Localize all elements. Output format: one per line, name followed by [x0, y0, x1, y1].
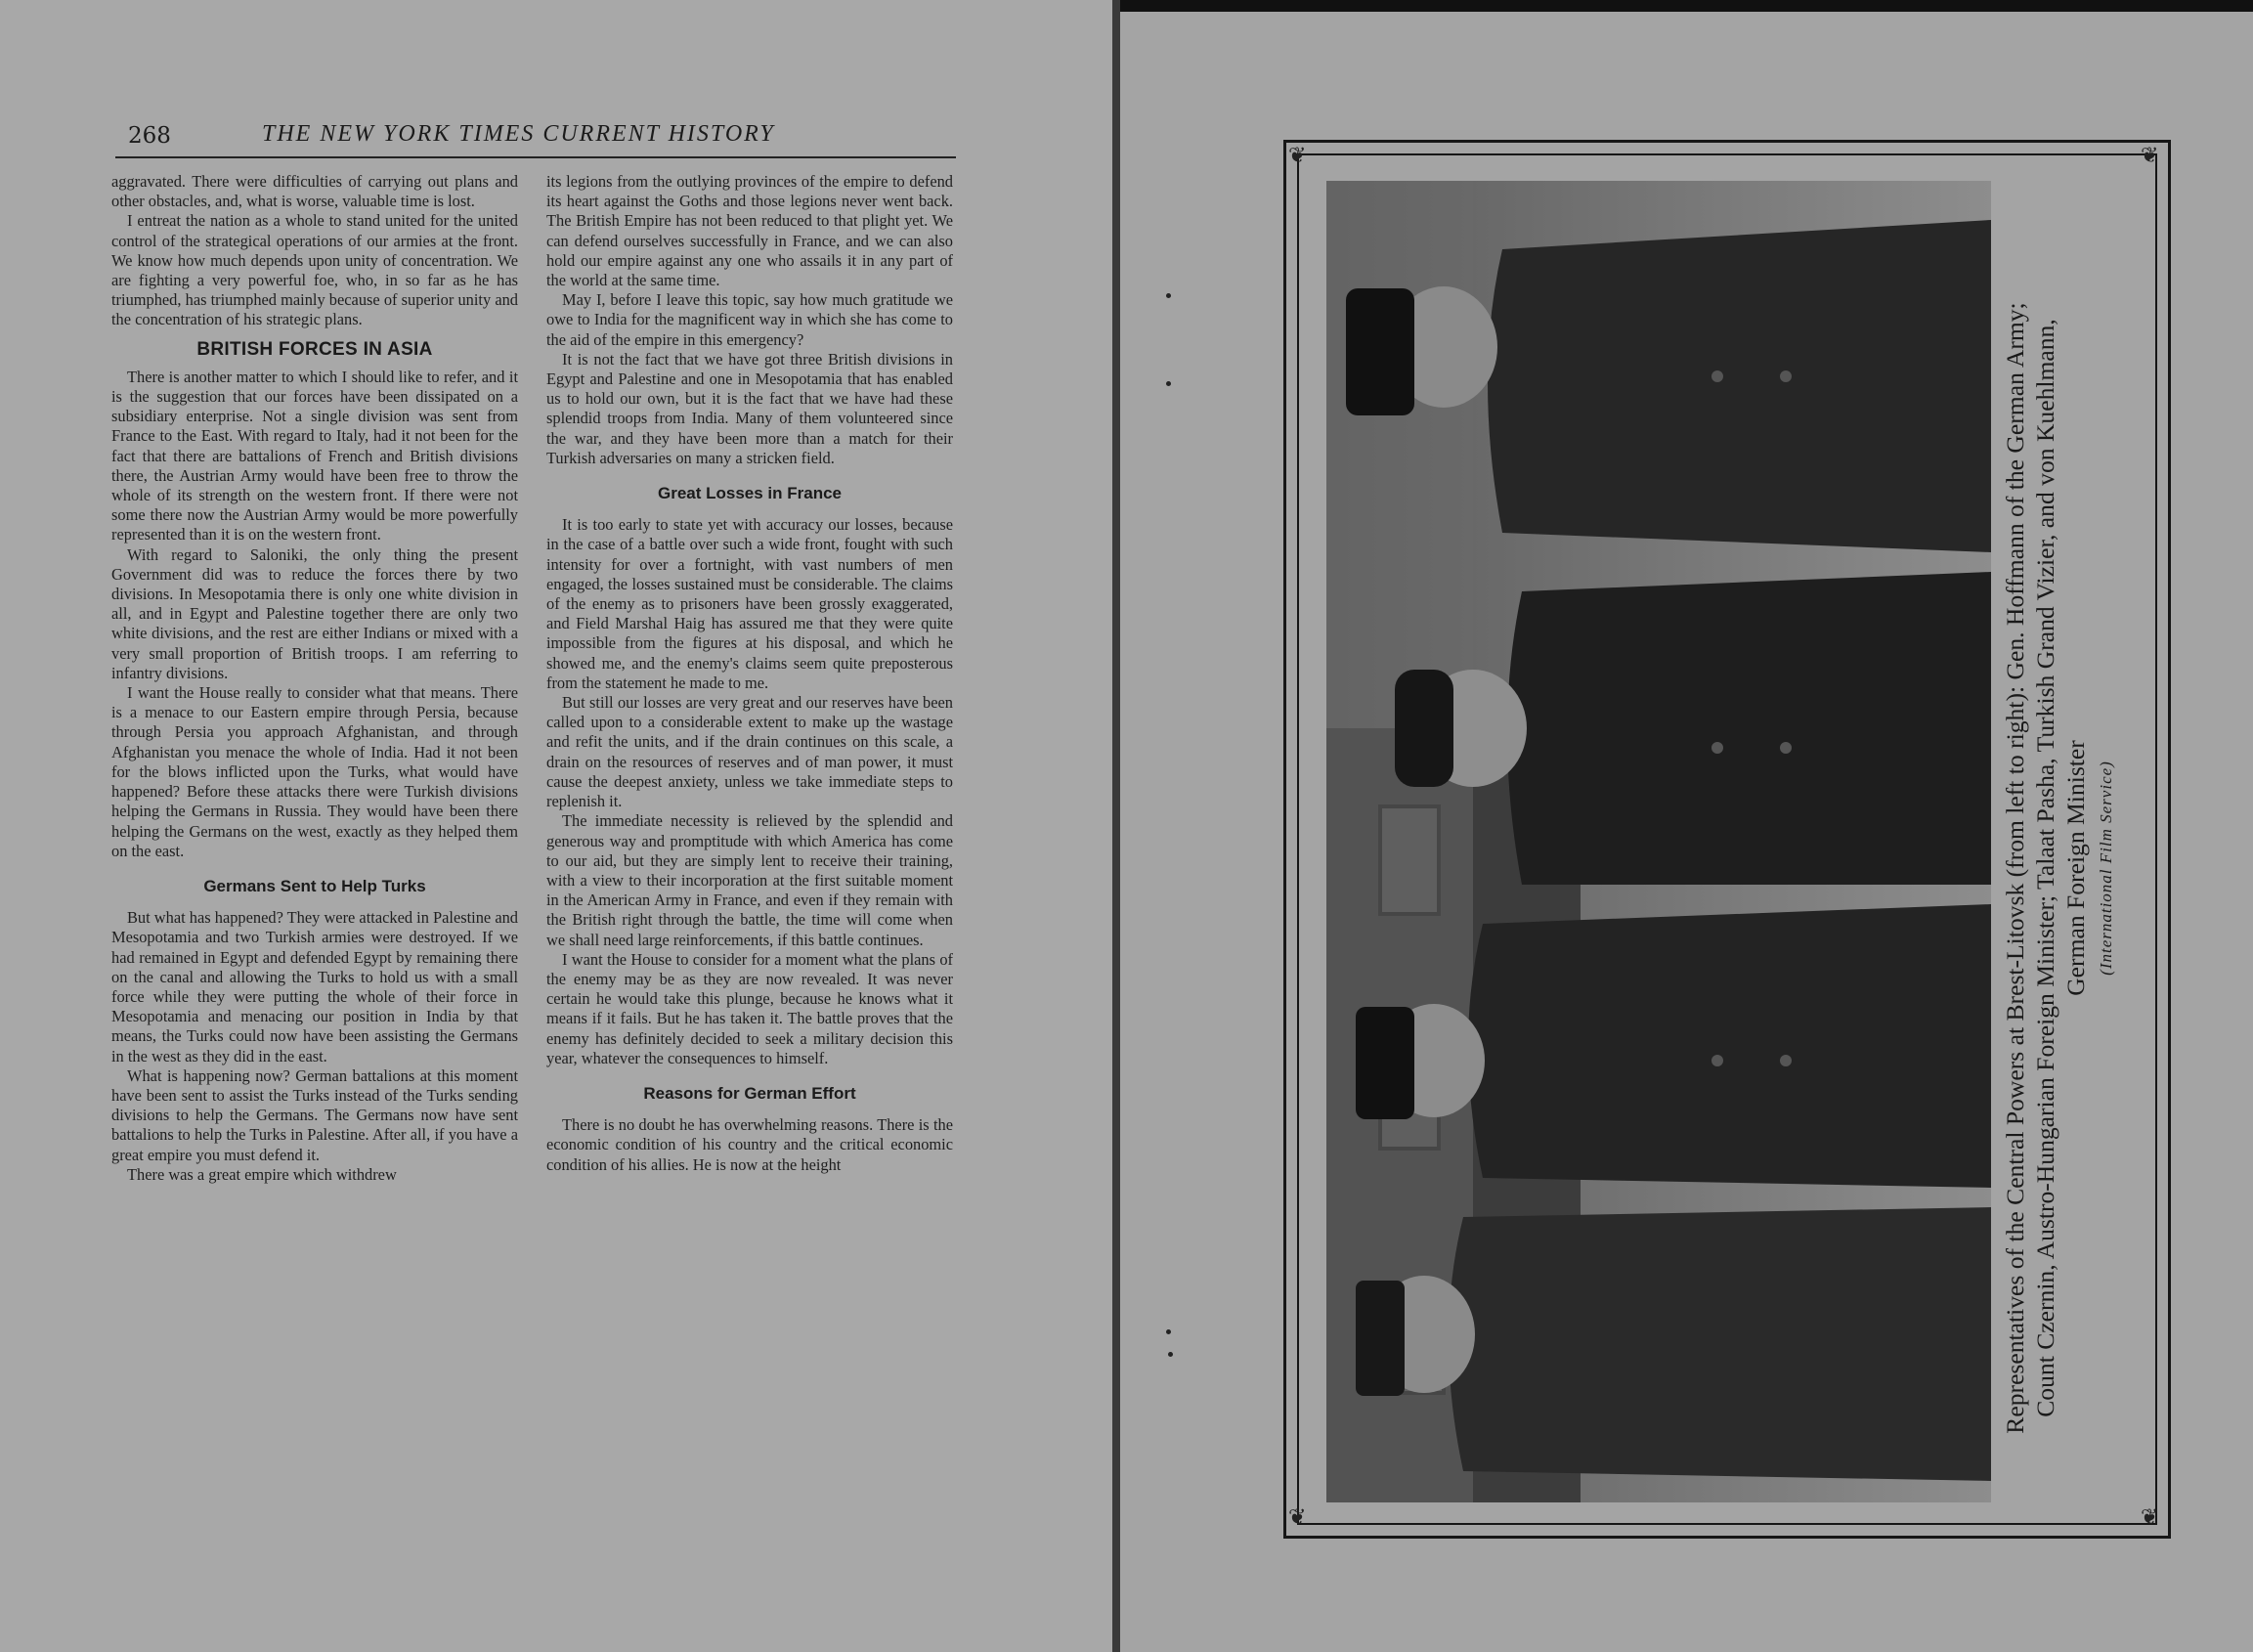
page-header: [115, 119, 956, 152]
paragraph: But what has happened? They were attacked in Palestine and Mesopotamia and two Turkish armies were destroyed. If we had remained in Egypt and defended Egypt by remaining there on the canal and allowing the Turks to hold us with a small force while they were putting the whole of their force in Mesopotamia and menacing our position in India by that means, the Turks could now have been assisting the Germans in the west as they did in the east.: [111, 908, 518, 1065]
corner-ornament-icon: ❦: [2141, 144, 2159, 168]
paragraph: There is no doubt he has overwhelming reasons. There is the economic condition of his country and the critical economic condition of his allies. He is now at the height: [546, 1115, 953, 1174]
subsection-heading: Germans Sent to Help Turks: [203, 876, 426, 895]
scan-speck: [1168, 1352, 1173, 1357]
scan-speck: [1166, 381, 1171, 386]
paragraph: But still our losses are very great and our reserves have been called upon to a considerable extent to make up the wastage and refit the units, and if the drain continues on this scale, a drain on the resources of reserves and of man power, it must cause the deepest anxiety, unless we take immediate steps to replenish it.: [546, 693, 953, 811]
paragraph: The immediate necessity is relieved by the splendid and generous way and promptitude with which America has come to our aid, but they are simply lent to receive their training, with a view to their incorporation at the first suitable moment in the American Army in France, and even if they remain with the British right through the battle, the time will come when we shall need large reinforcements, if this battle continues.: [546, 811, 953, 949]
paragraph: It is not the fact that we have got three British divisions in Egypt and Palestine and one in Mesopotamia that has enabled us to hold our own, but it is the fact that we have had these splendid troops from India. Many of them volunteered since the war, and they have been more than a match for their Turkish adversaries on many a stricken field.: [546, 349, 953, 467]
paragraph: May I, before I leave this topic, say how much gratitude we owe to India for the magnificent way in which she has come to the aid of the empire in this emergency?: [546, 290, 953, 349]
running-head: THE NEW YORK TIMES CURRENT HISTORY: [262, 121, 775, 147]
paragraph: aggravated. There were difficulties of carrying out plans and other obstacles, and, what is worse, valuable time is lost.: [111, 172, 518, 211]
caption-text: Representatives of the Central Powers at Brest-Litovsk (from left to right): Gen. Hoffmann of the German Army; Count Czernin, Austro-Hungarian Foreign Minister; Talaat Pasha, Turkish Grand Vizier, and von Kuehlmann, German Foreign Minister: [2001, 302, 2090, 1434]
paragraph: I want the House really to consider what that means. There is a menace to our Eastern empire through Persia, because through Persia you approach Afghanistan, and through Afghanistan you menace the whole of India. Had it not been for the blows inflicted upon the Turks, what would have happened? Before these attacks there were Turkish divisions helping the Germans in Russia. They would have been there helping the Germans on the west, exactly as they helped them on the east.: [111, 683, 518, 860]
paragraph: I want the House to consider for a moment what the plans of the enemy may be as they are now revealed. It was never certain he would take this plunge, because he knows what it means if it fails. But he has taken it. The battle proves that the enemy has definitely decided to seek a military decision this year, whatever the consequences to himself.: [546, 949, 953, 1067]
corner-ornament-icon: ❦: [1288, 1505, 1307, 1530]
subsection-heading: Great Losses in France: [657, 484, 843, 503]
paragraph: There is another matter to which I should like to refer, and it is the suggestion that our forces have been dissipated on a subsidiary enterprise. Not a single division was sent from France to the East. With regard to Italy, had it not been for the fact that there are battalions of French and British divisions there, the Austrian Army would have been free to throw the whole of its strength on the western front. If there were not some there now the Austrian Army would be more powerfully represented than it is on the western front.: [111, 367, 518, 544]
corner-ornament-icon: ❦: [1288, 144, 1307, 168]
page-number: 268: [128, 123, 171, 149]
paragraph: I entreat the nation as a whole to stand united for the united control of the strategical operations of our armies at the front. We know how much depends upon unity of concentration. We are fighting a very powerful foe, who, in so far as he has triumphed, has triumphed mainly because of superior unity and the concentration of his strategic plans.: [111, 211, 518, 329]
photograph-illustration: [1326, 181, 1991, 1502]
right-text-column: [546, 172, 953, 1175]
paragraph: What is happening now? German battalions at this moment have been sent to assist the Turks instead of the Turks sending divisions to help the Germans. The Germans now have sent battalions to help the Turks in Palestine. After all, if you have a great empire you must defend it.: [111, 1065, 518, 1164]
photo-credit: (International Film Service): [2097, 761, 2115, 976]
plate-caption: [2000, 282, 2186, 1455]
scan-speck: [1166, 1329, 1171, 1334]
section-heading: BRITISH FORCES IN ASIA: [196, 338, 433, 360]
header-rule: [115, 156, 956, 158]
top-edge-band: [1120, 0, 2253, 12]
paragraph: There was a great empire which withdrew: [127, 1164, 397, 1184]
book-gutter: [1112, 0, 1120, 1652]
paragraph: With regard to Saloniki, the only thing the present Government did was to reduce the forces there by two divisions. In Mesopotamia there is only one white division in all, and in Egypt and Palestine together there are only two white divisions, and the rest are either Indians or mixed with a very small proportion of British troops. I am referring to infantry divisions.: [111, 544, 518, 682]
scan-speck: [1166, 293, 1171, 298]
paragraph: It is too early to state yet with accuracy our losses, because in the case of a battle over such a wide front, fought with such intensity for over a fortnight, with vast numbers of men engaged, the losses sustained must be considerable. The claims of the enemy as to prisoners have been grossly exaggerated, and Field Marshal Haig has assured me that they were quite impossible from the figures at his disposal, and which he showed me, and the enemy's claims seem quite preposterous from the statement he made to me.: [546, 515, 953, 692]
corner-ornament-icon: ❦: [2141, 1505, 2159, 1530]
paragraph: its legions from the outlying provinces of the empire to defend its heart against the Goths and those legions never went back. The British Empire has not been reduced to that plight yet. We can defend ourselves successfully in France, and we can also hold our empire against any one who assails it in any part of the world at the same time.: [546, 172, 953, 290]
group-photograph: [1326, 181, 1991, 1502]
subsection-heading: Reasons for German Effort: [643, 1083, 856, 1103]
left-text-column: [111, 172, 518, 1185]
